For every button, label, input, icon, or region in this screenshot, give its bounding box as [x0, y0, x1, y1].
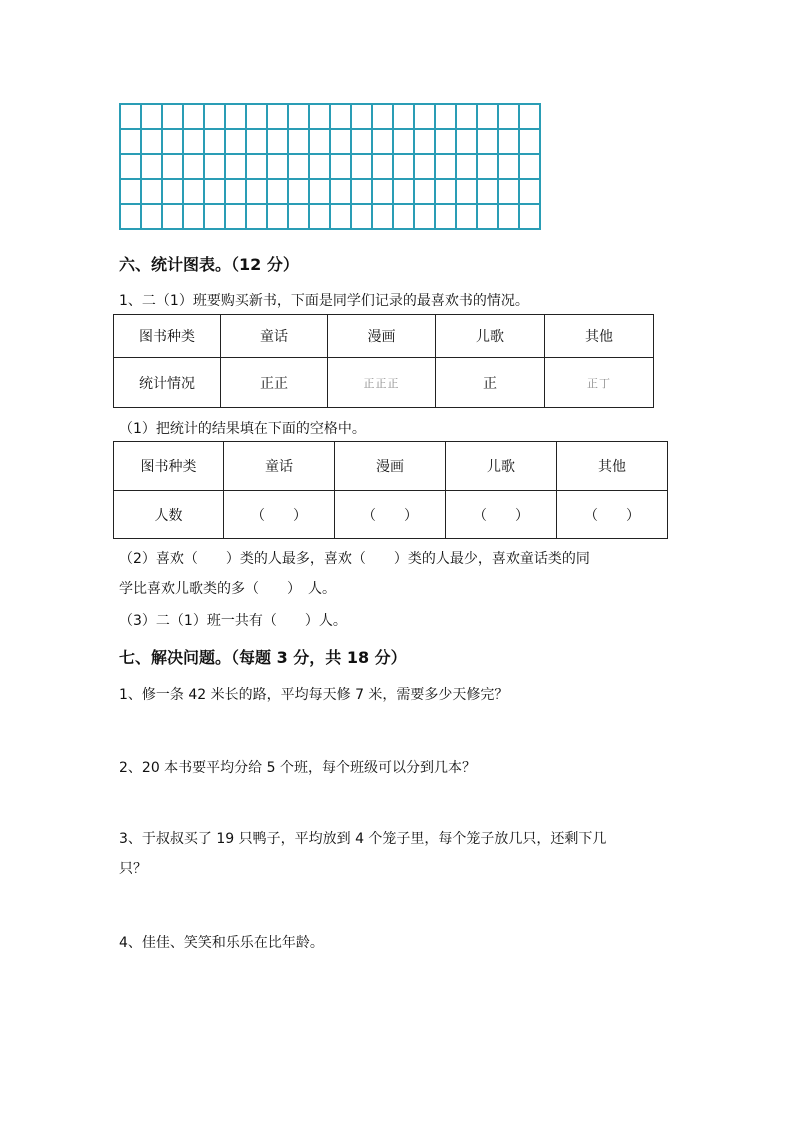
grid-cell[interactable] — [183, 129, 204, 154]
grid-cell[interactable] — [288, 154, 309, 179]
grid-cell[interactable] — [393, 129, 414, 154]
grid-cell[interactable] — [288, 129, 309, 154]
grid-cell[interactable] — [372, 179, 393, 204]
grid-cell[interactable] — [246, 179, 267, 204]
section-six-title: 六、统计图表。（12 分） — [119, 255, 299, 274]
grid-cell[interactable] — [477, 154, 498, 179]
grid-cell[interactable] — [456, 204, 477, 229]
grid-cell[interactable] — [477, 204, 498, 229]
grid-cell[interactable] — [477, 129, 498, 154]
grid-cell[interactable] — [372, 129, 393, 154]
grid-cell[interactable] — [309, 204, 330, 229]
grid-cell[interactable] — [246, 204, 267, 229]
grid-cell[interactable] — [204, 104, 225, 129]
grid-cell[interactable] — [309, 179, 330, 204]
grid-cell[interactable] — [267, 179, 288, 204]
grid-cell[interactable] — [183, 204, 204, 229]
grid-cell[interactable] — [498, 204, 519, 229]
grid-cell[interactable] — [204, 154, 225, 179]
grid-cell[interactable] — [162, 129, 183, 154]
grid-cell[interactable] — [309, 154, 330, 179]
tally-other: 正丁 — [545, 358, 654, 408]
grid-cell[interactable] — [351, 179, 372, 204]
problem-2: 2、20 本书要平均分给 5 个班，每个班级可以分到几本？ — [119, 760, 476, 776]
grid-cell[interactable] — [162, 154, 183, 179]
grid-cell[interactable] — [519, 104, 540, 129]
grid-cell[interactable] — [246, 104, 267, 129]
grid-cell[interactable] — [330, 179, 351, 204]
grid-cell[interactable] — [393, 154, 414, 179]
count-row-label: 人数 — [114, 491, 224, 539]
count-blank-fairy-tale[interactable]: （ ） — [224, 491, 335, 539]
grid-cell[interactable] — [456, 154, 477, 179]
grid-cell[interactable] — [309, 104, 330, 129]
grid-cell[interactable] — [183, 104, 204, 129]
grid-cell[interactable] — [477, 104, 498, 129]
grid-cell[interactable] — [435, 104, 456, 129]
grid-cell[interactable] — [162, 204, 183, 229]
grid-cell[interactable] — [204, 129, 225, 154]
sub-question-2-line-2: 学比喜欢儿歌类的多（ ） 人。 — [119, 581, 336, 597]
grid-cell[interactable] — [183, 179, 204, 204]
grid-cell[interactable] — [288, 179, 309, 204]
grid-cell[interactable] — [330, 129, 351, 154]
grid-cell[interactable] — [477, 179, 498, 204]
grid-cell[interactable] — [414, 204, 435, 229]
tally-header-category: 图书种类 — [114, 315, 221, 358]
grid-cell[interactable] — [288, 104, 309, 129]
sub-question-2-line-1: （2）喜欢（ ）类的人最多，喜欢（ ）类的人最少，喜欢童话类的同 — [119, 551, 590, 567]
grid-cell[interactable] — [309, 129, 330, 154]
grid-cell[interactable] — [330, 154, 351, 179]
grid-cell[interactable] — [267, 104, 288, 129]
grid-cell[interactable] — [141, 104, 162, 129]
grid-cell[interactable] — [435, 204, 456, 229]
grid-cell[interactable] — [141, 204, 162, 229]
grid-row — [120, 154, 540, 179]
grid-cell[interactable] — [246, 154, 267, 179]
grid-cell[interactable] — [414, 179, 435, 204]
grid-cell[interactable] — [120, 204, 141, 229]
grid-cell[interactable] — [288, 204, 309, 229]
grid-cell[interactable] — [120, 104, 141, 129]
grid-cell[interactable] — [120, 129, 141, 154]
grid-cell[interactable] — [519, 204, 540, 229]
grid-cell[interactable] — [519, 179, 540, 204]
grid-cell[interactable] — [162, 104, 183, 129]
grid-cell[interactable] — [393, 104, 414, 129]
grid-cell[interactable] — [120, 179, 141, 204]
grid-cell[interactable] — [393, 179, 414, 204]
grid-cell[interactable] — [225, 179, 246, 204]
count-header-fairy-tale: 童话 — [224, 442, 335, 491]
grid-cell[interactable] — [435, 129, 456, 154]
grid-cell[interactable] — [267, 129, 288, 154]
grid-cell[interactable] — [372, 204, 393, 229]
grid-cell[interactable] — [120, 154, 141, 179]
tally-table — [113, 314, 654, 408]
grid-cell[interactable] — [204, 204, 225, 229]
count-header-nursery-rhyme: 儿歌 — [446, 442, 557, 491]
problem-4: 4、佳佳、笑笑和乐乐在比年龄。 — [119, 935, 324, 951]
grid-cell[interactable] — [456, 129, 477, 154]
grid-cell[interactable] — [267, 204, 288, 229]
grid-cell[interactable] — [372, 104, 393, 129]
tally-fairy-tale: 正正 — [221, 358, 328, 408]
tally-row-label: 统计情况 — [114, 358, 221, 408]
grid-cell[interactable] — [498, 179, 519, 204]
grid-cell[interactable] — [456, 104, 477, 129]
grid-cell[interactable] — [498, 129, 519, 154]
grid-cell[interactable] — [519, 154, 540, 179]
grid-cell[interactable] — [351, 154, 372, 179]
tally-header-fairy-tale: 童话 — [221, 315, 328, 358]
grid-cell[interactable] — [414, 129, 435, 154]
grid-row — [120, 179, 540, 204]
grid-cell[interactable] — [204, 179, 225, 204]
sub-question-1: （1）把统计的结果填在下面的空格中。 — [119, 421, 366, 437]
tally-comic: 正正正 — [328, 358, 436, 408]
grid-cell[interactable] — [414, 154, 435, 179]
problem-3-line-2: 只？ — [119, 861, 147, 877]
problem-3-line-1: 3、于叔叔买了 19 只鸭子，平均放到 4 个笼子里，每个笼子放几只，还剩下几 — [119, 831, 607, 847]
grid-cell[interactable] — [456, 179, 477, 204]
grid-cell[interactable] — [162, 179, 183, 204]
grid-cell[interactable] — [351, 129, 372, 154]
grid-cell[interactable] — [225, 129, 246, 154]
count-header-comic: 漫画 — [335, 442, 446, 491]
grid-cell[interactable] — [225, 104, 246, 129]
count-blank-other[interactable]: （ ） — [557, 491, 668, 539]
grid-cell[interactable] — [267, 154, 288, 179]
grid-cell[interactable] — [351, 204, 372, 229]
count-blank-comic[interactable]: （ ） — [335, 491, 446, 539]
grid-cell[interactable] — [435, 154, 456, 179]
grid-cell[interactable] — [330, 204, 351, 229]
count-table — [113, 441, 668, 539]
grid-cell[interactable] — [225, 154, 246, 179]
grid-cell[interactable] — [519, 129, 540, 154]
grid-cell[interactable] — [183, 154, 204, 179]
grid-cell[interactable] — [372, 154, 393, 179]
sub-question-3: （3）二（1）班一共有（ ）人。 — [119, 613, 347, 629]
count-header-category: 图书种类 — [114, 442, 224, 491]
grid-row — [120, 104, 540, 129]
grid-row — [120, 129, 540, 154]
grid-cell[interactable] — [498, 154, 519, 179]
grid-cell[interactable] — [141, 154, 162, 179]
count-header-other: 其他 — [557, 442, 668, 491]
tally-nursery-rhyme: 正 — [436, 358, 545, 408]
grid-cell[interactable] — [351, 104, 372, 129]
writing-grid — [119, 103, 541, 230]
grid-cell[interactable] — [498, 104, 519, 129]
section-seven-title: 七、解决问题。（每题 3 分，共 18 分） — [119, 648, 407, 667]
tally-header-other: 其他 — [545, 315, 654, 358]
grid-cell[interactable] — [393, 204, 414, 229]
grid-cell[interactable] — [435, 179, 456, 204]
tally-header-nursery-rhyme: 儿歌 — [436, 315, 545, 358]
tally-header-comic: 漫画 — [328, 315, 436, 358]
grid-cell[interactable] — [330, 104, 351, 129]
grid-cell[interactable] — [246, 129, 267, 154]
grid-cell[interactable] — [225, 204, 246, 229]
grid-cell[interactable] — [141, 129, 162, 154]
question-one-intro: 1、二（1）班要购买新书，下面是同学们记录的最喜欢书的情况。 — [119, 293, 529, 309]
grid-cell[interactable] — [414, 104, 435, 129]
grid-cell[interactable] — [141, 179, 162, 204]
grid-row — [120, 204, 540, 229]
problem-1: 1、修一条 42 米长的路，平均每天修 7 米，需要多少天修完？ — [119, 687, 509, 703]
count-blank-nursery-rhyme[interactable]: （ ） — [446, 491, 557, 539]
